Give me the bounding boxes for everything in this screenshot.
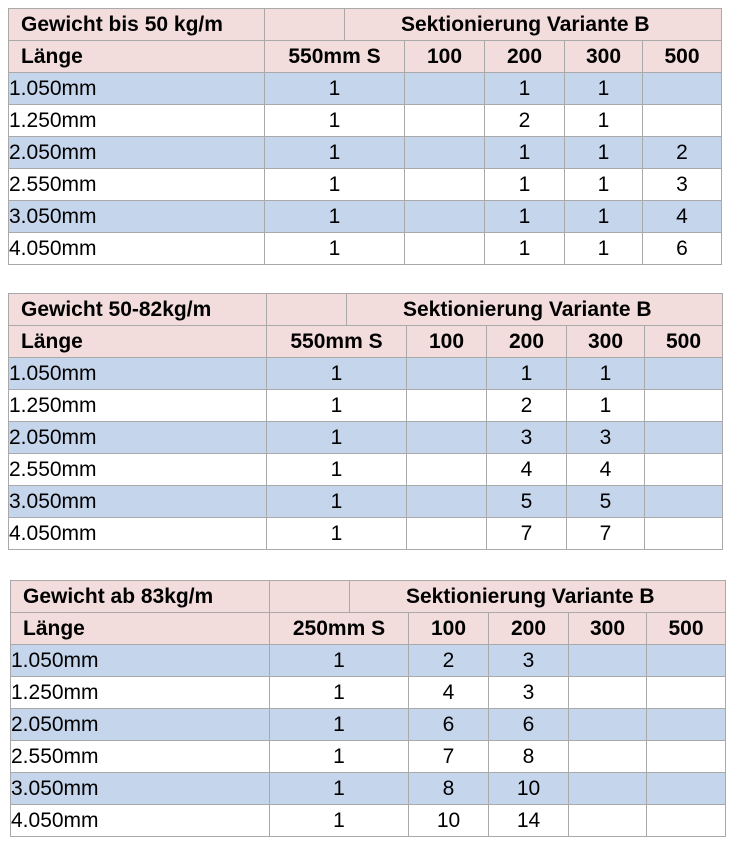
value-cell bbox=[647, 805, 726, 837]
value-cell: 1 bbox=[265, 201, 405, 233]
value-cell bbox=[645, 454, 723, 486]
value-cell: 8 bbox=[409, 773, 489, 805]
table-row bbox=[9, 358, 723, 390]
value-cell: 1 bbox=[267, 454, 407, 486]
length-header: Länge bbox=[9, 41, 265, 73]
column-header: 200 bbox=[485, 41, 565, 73]
value-cell: 14 bbox=[489, 805, 569, 837]
length-header: Länge bbox=[11, 613, 270, 645]
value-cell: 6 bbox=[489, 709, 569, 741]
value-cell bbox=[647, 645, 726, 677]
table-row bbox=[11, 741, 726, 773]
header-spacer bbox=[270, 581, 350, 613]
variant-header: Sektionierung Variante B bbox=[347, 294, 723, 326]
column-header: 100 bbox=[405, 41, 485, 73]
length-cell: 2.550mm bbox=[9, 169, 265, 201]
value-cell: 1 bbox=[267, 358, 407, 390]
value-cell bbox=[569, 677, 647, 709]
value-cell bbox=[405, 105, 485, 137]
value-cell: 7 bbox=[487, 518, 567, 550]
value-cell: 3 bbox=[567, 422, 645, 454]
column-header: 500 bbox=[645, 326, 723, 358]
value-cell: 1 bbox=[265, 105, 405, 137]
value-cell: 1 bbox=[565, 137, 643, 169]
value-cell: 6 bbox=[409, 709, 489, 741]
value-cell: 3 bbox=[487, 422, 567, 454]
value-cell bbox=[405, 169, 485, 201]
table-row bbox=[9, 422, 723, 454]
value-cell: 5 bbox=[567, 486, 645, 518]
value-cell: 7 bbox=[409, 741, 489, 773]
value-cell bbox=[569, 773, 647, 805]
value-cell: 3 bbox=[489, 677, 569, 709]
table-row bbox=[11, 645, 726, 677]
value-cell: 1 bbox=[485, 201, 565, 233]
value-cell: 10 bbox=[489, 773, 569, 805]
length-cell: 3.050mm bbox=[11, 773, 270, 805]
value-cell: 1 bbox=[565, 169, 643, 201]
variant-header: Sektionierung Variante B bbox=[345, 9, 722, 41]
value-cell: 1 bbox=[485, 137, 565, 169]
variant-header: Sektionierung Variante B bbox=[350, 581, 726, 613]
column-header: 200 bbox=[487, 326, 567, 358]
header-spacer bbox=[267, 294, 347, 326]
table-row bbox=[9, 454, 723, 486]
column-header: 300 bbox=[567, 326, 645, 358]
value-cell: 1 bbox=[267, 486, 407, 518]
column-header: 200 bbox=[489, 613, 569, 645]
column-header: 100 bbox=[407, 326, 487, 358]
value-cell bbox=[407, 422, 487, 454]
value-cell bbox=[405, 73, 485, 105]
value-cell bbox=[407, 358, 487, 390]
value-cell: 1 bbox=[267, 422, 407, 454]
value-cell bbox=[569, 741, 647, 773]
value-cell: 1 bbox=[270, 645, 409, 677]
value-cell bbox=[407, 390, 487, 422]
length-cell: 2.050mm bbox=[11, 709, 270, 741]
column-header: 500 bbox=[643, 41, 722, 73]
value-cell: 1 bbox=[565, 201, 643, 233]
value-cell: 3 bbox=[643, 169, 722, 201]
value-cell: 1 bbox=[485, 233, 565, 265]
table-row bbox=[9, 201, 722, 233]
value-cell: 1 bbox=[265, 233, 405, 265]
table-row bbox=[9, 105, 722, 137]
value-cell: 2 bbox=[485, 105, 565, 137]
column-header: 100 bbox=[409, 613, 489, 645]
header-spacer bbox=[265, 9, 345, 41]
value-cell: 1 bbox=[265, 169, 405, 201]
length-cell: 4.050mm bbox=[11, 805, 270, 837]
value-cell: 1 bbox=[267, 390, 407, 422]
value-cell bbox=[405, 233, 485, 265]
table-row bbox=[9, 137, 722, 169]
column-header: 500 bbox=[647, 613, 726, 645]
value-cell: 8 bbox=[489, 741, 569, 773]
column-header: 300 bbox=[565, 41, 643, 73]
value-cell bbox=[645, 518, 723, 550]
table-row bbox=[11, 677, 726, 709]
value-cell bbox=[645, 486, 723, 518]
table-row bbox=[11, 773, 726, 805]
table-title: Gewicht ab 83kg/m bbox=[11, 581, 270, 613]
value-cell bbox=[647, 677, 726, 709]
value-cell: 4 bbox=[409, 677, 489, 709]
value-cell bbox=[407, 518, 487, 550]
length-cell: 1.050mm bbox=[9, 73, 265, 105]
section-table-2 bbox=[8, 293, 723, 550]
table-row bbox=[9, 73, 722, 105]
value-cell: 7 bbox=[567, 518, 645, 550]
section-table-1 bbox=[8, 8, 722, 265]
value-cell: 1 bbox=[267, 518, 407, 550]
length-cell: 2.050mm bbox=[9, 422, 267, 454]
value-cell bbox=[645, 422, 723, 454]
length-cell: 2.050mm bbox=[9, 137, 265, 169]
table-row bbox=[9, 390, 723, 422]
value-cell bbox=[407, 454, 487, 486]
length-cell: 3.050mm bbox=[9, 486, 267, 518]
value-cell: 1 bbox=[270, 805, 409, 837]
value-cell bbox=[645, 358, 723, 390]
value-cell bbox=[569, 805, 647, 837]
table-row bbox=[9, 518, 723, 550]
value-cell: 1 bbox=[565, 233, 643, 265]
value-cell: 1 bbox=[567, 390, 645, 422]
length-cell: 3.050mm bbox=[9, 201, 265, 233]
value-cell: 1 bbox=[270, 709, 409, 741]
column-header: 300 bbox=[569, 613, 647, 645]
value-cell: 1 bbox=[270, 677, 409, 709]
value-cell: 1 bbox=[565, 105, 643, 137]
table-row bbox=[11, 805, 726, 837]
value-cell: 3 bbox=[489, 645, 569, 677]
value-cell bbox=[569, 709, 647, 741]
value-cell bbox=[569, 645, 647, 677]
value-cell: 10 bbox=[409, 805, 489, 837]
value-cell: 1 bbox=[487, 358, 567, 390]
value-cell bbox=[405, 137, 485, 169]
length-cell: 1.050mm bbox=[11, 645, 270, 677]
column-header: 550mm S bbox=[267, 326, 407, 358]
value-cell bbox=[407, 486, 487, 518]
value-cell: 1 bbox=[270, 741, 409, 773]
value-cell: 1 bbox=[265, 137, 405, 169]
value-cell bbox=[643, 73, 722, 105]
value-cell bbox=[647, 773, 726, 805]
section-table-3 bbox=[10, 580, 726, 837]
value-cell: 1 bbox=[565, 73, 643, 105]
table-row bbox=[11, 709, 726, 741]
value-cell: 1 bbox=[265, 73, 405, 105]
length-cell: 4.050mm bbox=[9, 233, 265, 265]
length-cell: 1.250mm bbox=[11, 677, 270, 709]
value-cell: 1 bbox=[567, 358, 645, 390]
length-header: Länge bbox=[9, 326, 267, 358]
value-cell: 2 bbox=[409, 645, 489, 677]
table-title: Gewicht bis 50 kg/m bbox=[9, 9, 265, 41]
value-cell: 2 bbox=[487, 390, 567, 422]
table-row bbox=[9, 233, 722, 265]
column-header: 250mm S bbox=[270, 613, 409, 645]
value-cell: 2 bbox=[643, 137, 722, 169]
column-header: 550mm S bbox=[265, 41, 405, 73]
length-cell: 4.050mm bbox=[9, 518, 267, 550]
value-cell bbox=[643, 105, 722, 137]
length-cell: 1.250mm bbox=[9, 390, 267, 422]
value-cell bbox=[647, 709, 726, 741]
table-title: Gewicht 50-82kg/m bbox=[9, 294, 267, 326]
value-cell bbox=[405, 201, 485, 233]
length-cell: 2.550mm bbox=[9, 454, 267, 486]
length-cell: 2.550mm bbox=[11, 741, 270, 773]
value-cell: 1 bbox=[485, 73, 565, 105]
value-cell: 1 bbox=[485, 169, 565, 201]
table-row bbox=[9, 169, 722, 201]
length-cell: 1.050mm bbox=[9, 358, 267, 390]
value-cell: 4 bbox=[643, 201, 722, 233]
value-cell bbox=[645, 390, 723, 422]
value-cell: 1 bbox=[270, 773, 409, 805]
value-cell: 6 bbox=[643, 233, 722, 265]
value-cell: 4 bbox=[487, 454, 567, 486]
table-row bbox=[9, 486, 723, 518]
value-cell: 5 bbox=[487, 486, 567, 518]
value-cell: 4 bbox=[567, 454, 645, 486]
value-cell bbox=[647, 741, 726, 773]
length-cell: 1.250mm bbox=[9, 105, 265, 137]
